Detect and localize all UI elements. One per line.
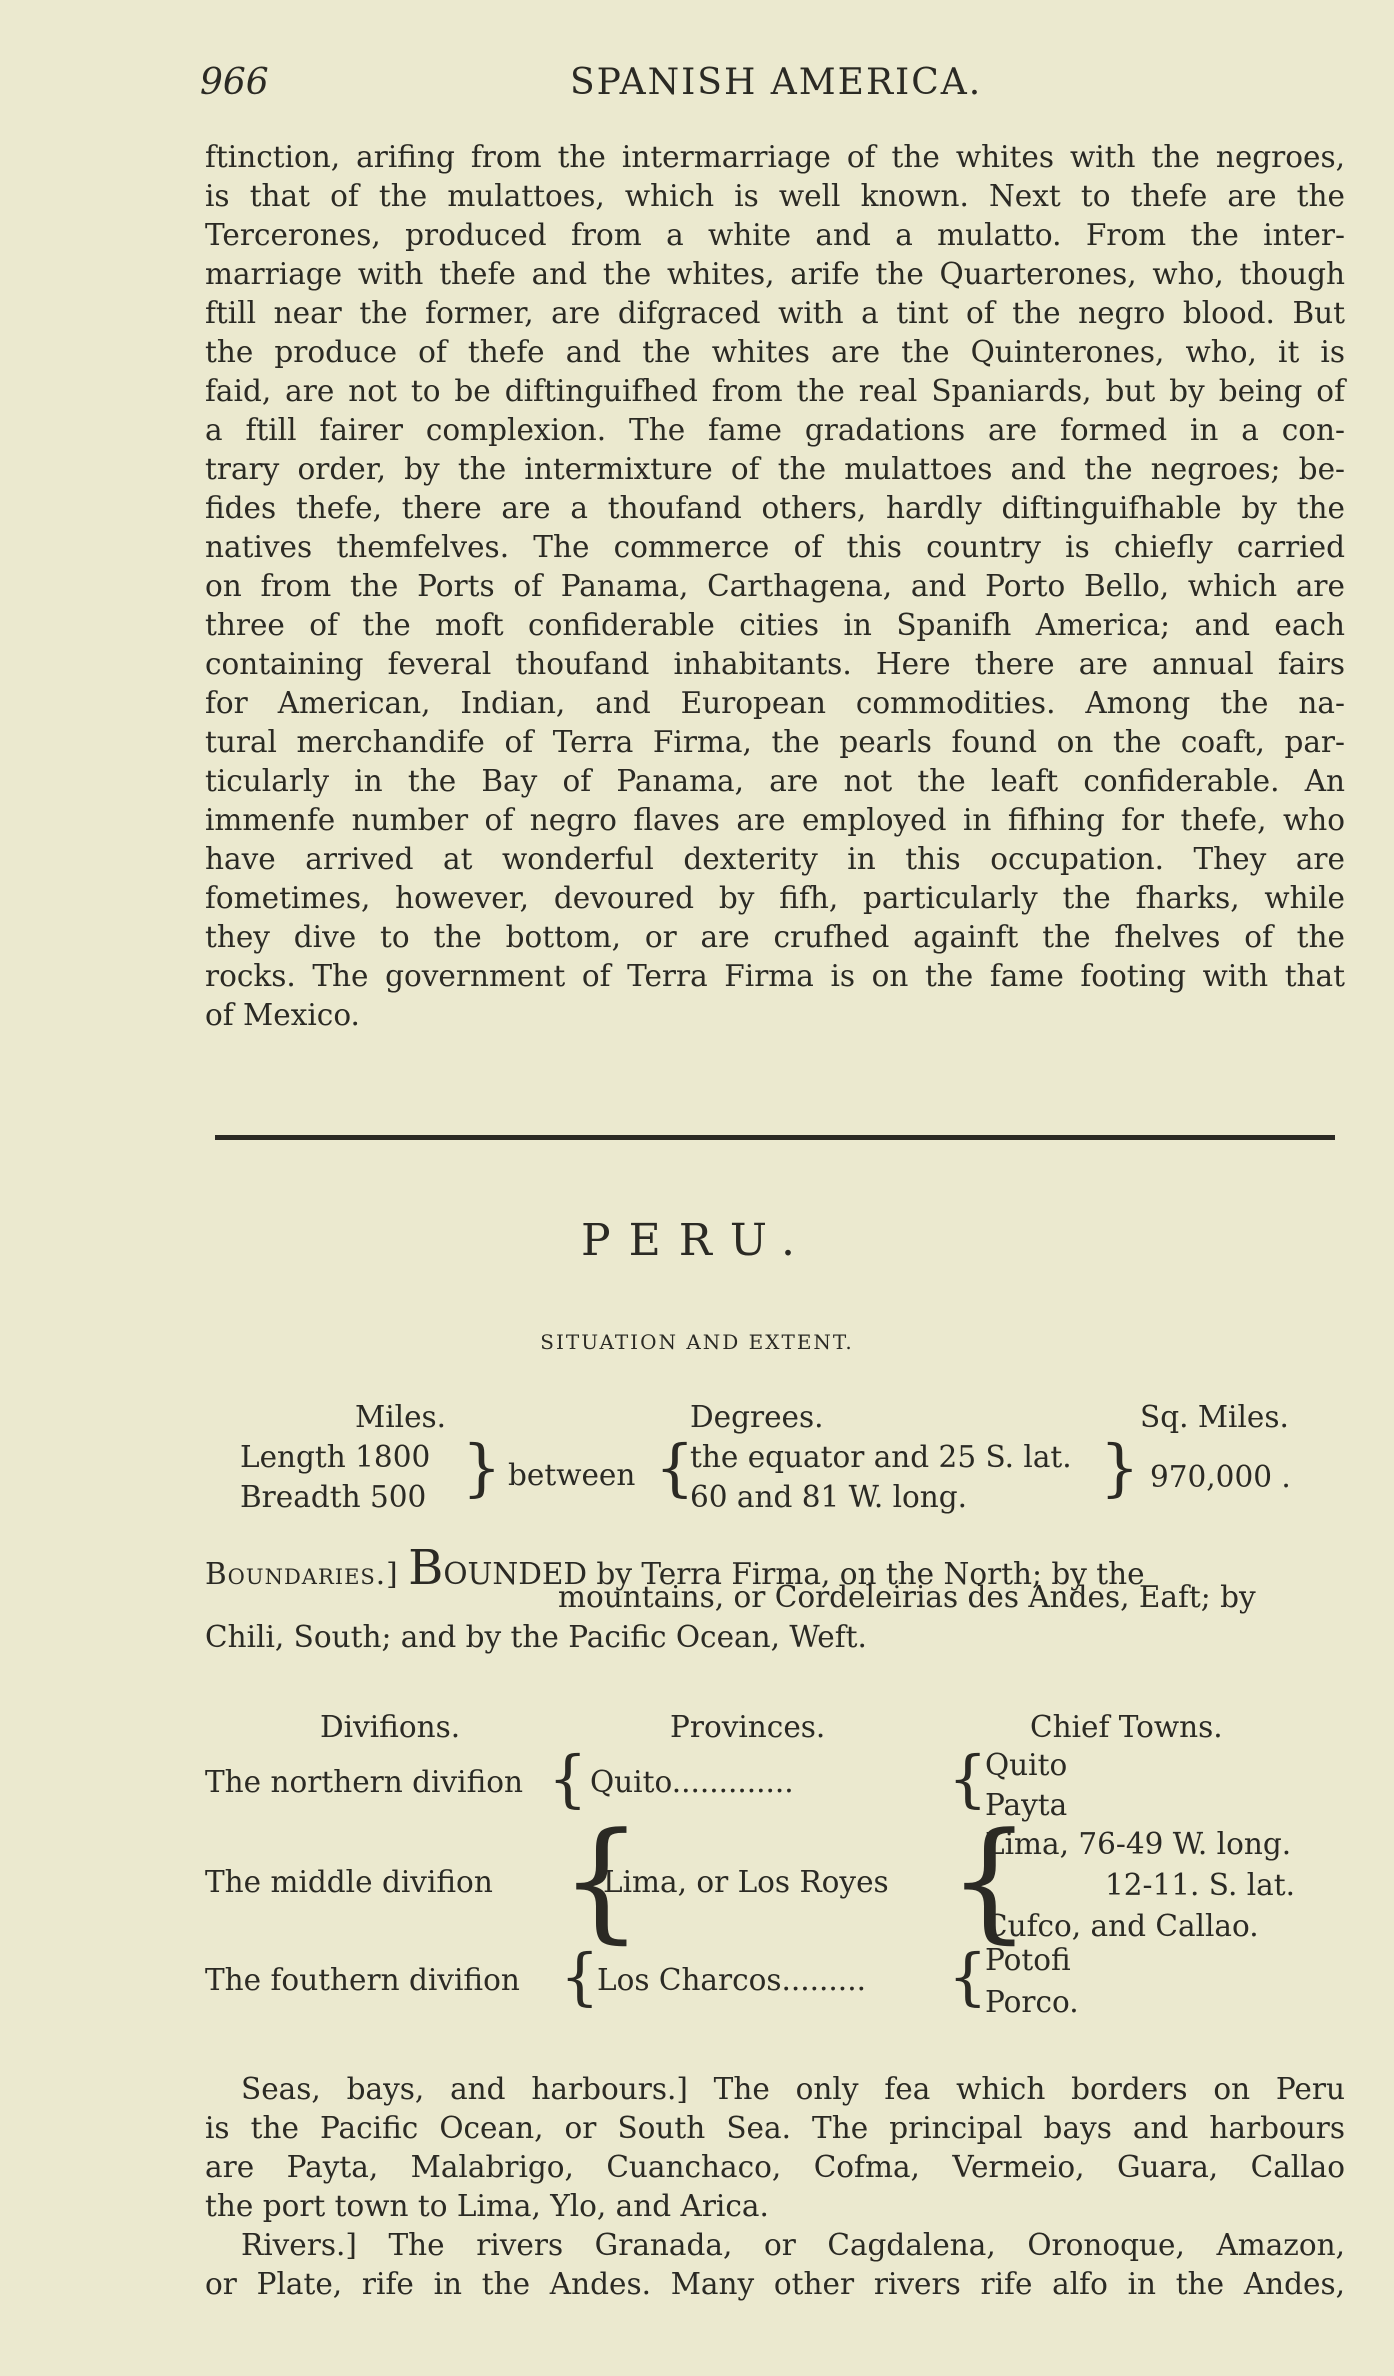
left-brace-icon: {	[655, 1431, 695, 1504]
text-line: a ftill fairer complexion. The fame gradations are formed in a con-	[205, 413, 1345, 447]
left-brace-icon: {	[948, 1940, 988, 2013]
left-brace-icon: {	[948, 1804, 1031, 1956]
left-brace-icon: {	[560, 1804, 643, 1956]
town-item: Potofi	[985, 1943, 1071, 1977]
text-line: Tercerones, produced from a white and a mulatto. From the inter-	[205, 218, 1345, 252]
text-line: ftill near the former, are difgraced with a tint of the negro blood. But	[205, 296, 1345, 330]
division-northern: The northern divifion	[205, 1765, 524, 1799]
province-quito: Quito.............	[590, 1765, 794, 1799]
seas-paragraph	[205, 2070, 1345, 2226]
town-item: Lima, 76-49 W. long.	[985, 1827, 1292, 1861]
left-brace-icon: {	[948, 1742, 988, 1815]
text-line: marriage with thefe and the whites, arife the Quarterones, who, though	[205, 257, 1345, 291]
text-line: containing feveral thoufand inhabitants. Here there are annual fairs	[205, 647, 1345, 681]
text-line: immenfe number of negro flaves are employed in fifhing for thefe, who	[205, 803, 1345, 837]
section-divider	[215, 1135, 1335, 1140]
extent-area: 970,000 .	[1150, 1460, 1291, 1494]
text-line: Rivers.] The rivers Granada, or Cagdalena, Oronoque, Amazon,	[241, 2228, 1345, 2262]
text-line: have arrived at wonderful dexterity in this occupation. They are	[205, 842, 1345, 876]
text-line: tural merchandife of Terra Firma, the pearls found on the coaft, par-	[205, 725, 1345, 759]
right-brace-icon: }	[462, 1431, 502, 1504]
extent-length: Length 1800	[240, 1440, 431, 1474]
extent-col-miles: Miles.	[355, 1400, 447, 1434]
text-line: they dive to the bottom, or are crufhed againft the fhelves of the	[205, 920, 1345, 954]
divisions-col-provinces: Provinces.	[670, 1710, 826, 1744]
boundaries-label: Boundaries.]	[205, 1557, 399, 1591]
text-line: faid, are not to be diftinguifhed from the real Spaniards, but by being of	[205, 374, 1345, 408]
extent-col-degrees: Degrees.	[690, 1400, 824, 1434]
text-line: ticularly in the Bay of Panama, are not the leaft confiderable. An	[205, 764, 1345, 798]
text-line: rocks. The government of Terra Firma is on the fame footing with that	[205, 959, 1345, 993]
town-item: Cufco, and Callao.	[985, 1909, 1259, 1943]
extent-col-sqmiles: Sq. Miles.	[1140, 1400, 1289, 1434]
extent-breadth: Breadth 500	[240, 1480, 427, 1514]
text-line: trary order, by the intermixture of the mulattoes and the negroes; be-	[205, 452, 1345, 486]
boundaries-line1: OUNDED by Terra Firma, on the North; by the	[443, 1557, 1145, 1591]
text-line: the produce of thefe and the whites are the Quinterones, who, it is	[205, 335, 1345, 369]
intro-paragraph	[205, 138, 1345, 1035]
text-line: are Payta, Malabrigo, Cuanchaco, Cofma, Vermeio, Guara, Callao	[205, 2150, 1345, 2184]
section-subtitle: SITUATION AND EXTENT.	[540, 1330, 854, 1354]
running-head: SPANISH AMERICA.	[570, 62, 983, 103]
boundaries-line3: Chili, South; and by the Pacific Ocean, Weft.	[205, 1620, 867, 1654]
division-southern: The fouthern divifion	[205, 1963, 520, 1997]
extent-long: 60 and 81 W. long.	[690, 1480, 968, 1514]
boundaries-line2: mountains, or Cordeleirias des Andes, Eaft; by	[558, 1580, 1256, 1614]
text-line: Seas, bays, and harbours.] The only fea which borders on Peru	[241, 2072, 1345, 2106]
drop-letter: B	[408, 1540, 444, 1596]
right-brace-icon: }	[1100, 1431, 1140, 1504]
left-brace-icon: {	[560, 1940, 600, 2013]
text-line: fometimes, however, devoured by fifh, particularly the fharks, while	[205, 881, 1345, 915]
division-middle: The middle divifion	[205, 1865, 493, 1899]
page-header	[200, 52, 1350, 112]
text-line: fides thefe, there are a thoufand others, hardly diftinguifhable by the	[205, 491, 1345, 525]
page-number: 966	[200, 62, 269, 103]
text-line: is that of the mulattoes, which is well known. Next to thefe are the	[205, 179, 1345, 213]
text-line: on from the Ports of Panama, Carthagena, and Porto Bello, which are	[205, 569, 1345, 603]
text-line: natives themfelves. The commerce of this country is chiefly carried	[205, 530, 1345, 564]
text-line: the port town to Lima, Ylo, and Arica.	[205, 2189, 769, 2223]
province-lima: Lima, or Los Royes	[603, 1865, 889, 1899]
text-line: for American, Indian, and European commodities. Among the na-	[205, 686, 1345, 720]
text-line: of Mexico.	[205, 998, 360, 1032]
town-item: Quito	[985, 1748, 1068, 1782]
text-line: three of the moft confiderable cities in Spanifh America; and each	[205, 608, 1345, 642]
left-brace-icon: {	[548, 1742, 588, 1815]
extent-between: between	[508, 1458, 636, 1492]
province-los-charcos: Los Charcos.........	[597, 1963, 866, 1997]
town-item: Porco.	[985, 1985, 1079, 2019]
text-line: or Plate, rife in the Andes. Many other rivers rife alfo in the Andes,	[205, 2267, 1345, 2301]
divisions-col-divisions: Divifions.	[320, 1710, 461, 1744]
rivers-paragraph	[205, 2226, 1345, 2304]
town-item: Payta	[985, 1788, 1068, 1822]
extent-lat: the equator and 25 S. lat.	[690, 1440, 1072, 1474]
divisions-col-towns: Chief Towns.	[1030, 1710, 1223, 1744]
text-line: ftinction, arifing from the intermarriage of the whites with the negroes,	[205, 140, 1345, 174]
section-title: PERU.	[581, 1215, 813, 1266]
town-item: 12-11. S. lat.	[1105, 1868, 1295, 1902]
text-line: is the Pacific Ocean, or South Sea. The principal bays and harbours	[205, 2111, 1345, 2145]
